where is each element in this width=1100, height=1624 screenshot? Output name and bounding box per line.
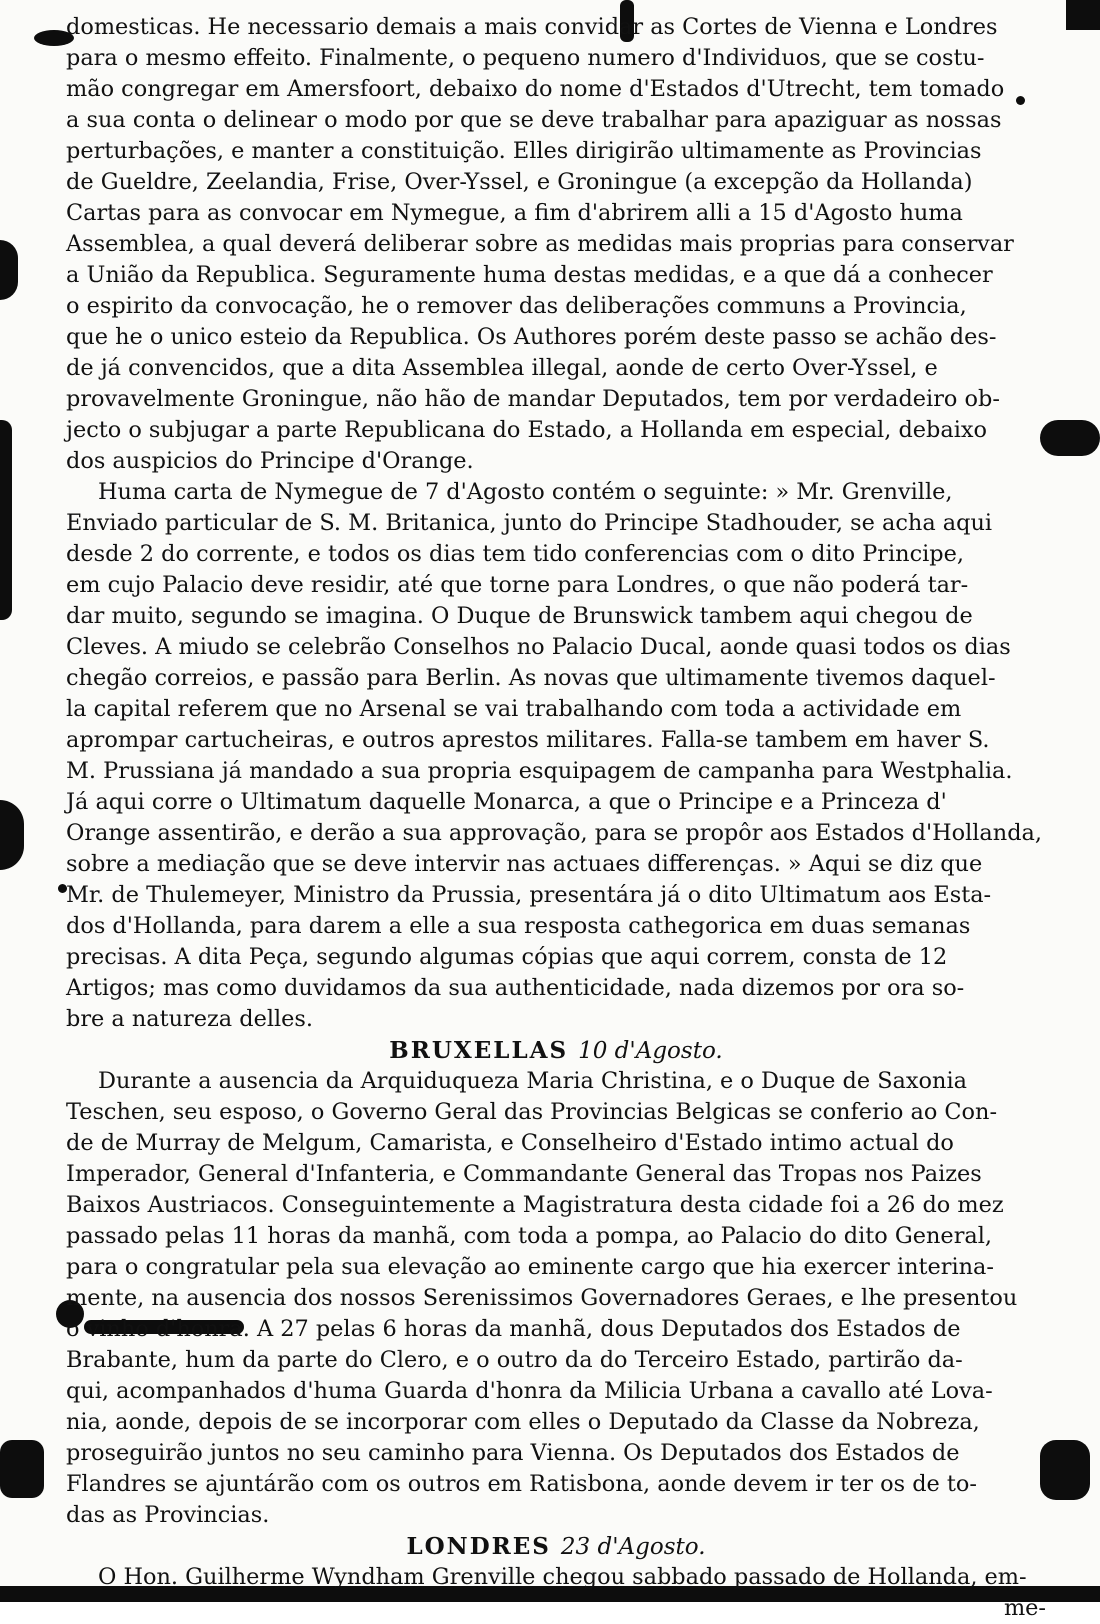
- text-line: Enviado particular de S. M. Britanica, junto do Principe Stadhouder, se acha aqui: [66, 510, 993, 536]
- dateline-date: 10 d'Agosto.: [578, 1038, 723, 1064]
- text-line: provavelmente Groningue, não hão de mandar Deputados, tem por verdadeiro ob-: [66, 386, 1000, 412]
- dateline-londres: [66, 1531, 1046, 1562]
- ink-blot-right-middle: [1040, 420, 1100, 456]
- text-line: para o mesmo effeito. Finalmente, o pequeno numero d'Individuos, que se costu-: [66, 45, 985, 71]
- text-line: de de Murray de Melgum, Camarista, e Conselheiro d'Estado intimo actual do: [66, 1130, 954, 1156]
- text-line: que he o unico esteio da Republica. Os Authores porém deste passo se achão des-: [66, 324, 997, 350]
- text-line: dar muito, segundo se imagina. O Duque de Brunswick tambem aqui chegou de: [66, 603, 973, 629]
- text-line: proseguirão juntos no seu caminho para Vienna. Os Deputados dos Estados de: [66, 1440, 960, 1466]
- text-line: Brabante, hum da parte do Clero, e o outro da do Terceiro Estado, partirão da-: [66, 1347, 963, 1373]
- ink-blot-bottom-left: [0, 1440, 44, 1498]
- paragraph-3: [66, 1066, 1046, 1531]
- text-line: perturbações, e manter a constituição. Elles dirigirão ultimamente as Provincias: [66, 138, 982, 164]
- text-line: Artigos; mas como duvidamos da sua authenticidade, nada dizemos por ora so-: [66, 975, 965, 1001]
- text-line: precisas. A dita Peça, segundo algumas cópias que aqui correm, consta de 12: [66, 944, 948, 970]
- text-line: Flandres se ajuntárão com os outros em Ratisbona, aonde devem ir ter os de to-: [66, 1471, 977, 1497]
- text-line: das as Provincias.: [66, 1502, 270, 1528]
- text-line: la capital referem que no Arsenal se vai trabalhando com toda a actividade em: [66, 696, 962, 722]
- text-line: a sua conta o delinear o modo por que se deve trabalhar para apaziguar as nossas: [66, 107, 1002, 133]
- text-line: o vinho d'honra. A 27 pelas 6 horas da manhã, dous Deputados dos Estados de: [66, 1316, 961, 1342]
- text-line: Assemblea, a qual deverá deliberar sobre as medidas mais proprias para conservar: [66, 231, 1014, 257]
- binding-edge-left-2: [0, 420, 12, 620]
- dateline-date: 23 d'Agosto.: [560, 1534, 706, 1560]
- text-line: Baixos Austriacos. Conseguintemente a Magistratura desta cidade foi a 26 do mez: [66, 1192, 1004, 1218]
- text-line: Já aqui corre o Ultimatum daquelle Monarca, a que o Principe e a Princeza d': [66, 789, 947, 815]
- dateline-place: BRUXELLAS: [389, 1037, 569, 1064]
- text-line: passado pelas 11 horas da manhã, com toda a pompa, ao Palacio do dito General,: [66, 1223, 993, 1249]
- text-line: Durante a ausencia da Arquiduqueza Maria Christina, e o Duque de Saxonia: [98, 1068, 967, 1094]
- text-line: a União da Republica. Seguramente huma destas medidas, e a que dá a conhecer: [66, 262, 993, 288]
- dateline-bruxellas: [66, 1035, 1046, 1066]
- document-text: [66, 12, 1046, 1624]
- text-line: sobre a mediação que se deve intervir nas actuaes differenças. » Aqui se diz que: [66, 851, 983, 877]
- text-line: o espirito da convocação, he o remover das deliberações communs a Provincia,: [66, 293, 967, 319]
- text-line: domesticas. He necessario demais a mais convidar as Cortes de Vienna e Londres: [66, 14, 998, 40]
- text-line: Imperador, General d'Infanteria, e Commandante General das Tropas nos Paizes: [66, 1161, 982, 1187]
- text-line: em cujo Palacio deve residir, até que torne para Londres, o que não poderá tar-: [66, 572, 969, 598]
- binding-edge-left: [0, 240, 18, 300]
- text-line: Orange assentirão, e derão a sua approvação, para se propôr aos Estados d'Hollanda,: [66, 820, 1042, 846]
- dateline-place: LONDRES: [406, 1533, 551, 1560]
- text-line: qui, acompanhados d'huma Guarda d'honra da Milicia Urbana a cavallo até Lova-: [66, 1378, 993, 1404]
- text-line: O Hon. Guilherme Wyndham Grenville chegou sabbado passado de Hollanda, em-: [98, 1564, 1027, 1590]
- text-line: Cleves. A miudo se celebrão Conselhos no Palacio Ducal, aonde quasi todos os dias: [66, 634, 1011, 660]
- text-line: dos d'Hollanda, para darem a elle a sua resposta cathegorica em duas semanas: [66, 913, 971, 939]
- text-line: nia, aonde, depois de se incorporar com elles o Deputado da Classe da Nobreza,: [66, 1409, 980, 1435]
- text-line: bre a natureza delles.: [66, 1006, 314, 1032]
- text-line: aprompar cartucheiras, e outros aprestos militares. Falla-se tambem em haver S.: [66, 727, 990, 753]
- text-line: Cartas para as convocar em Nymegue, a fim d'abrirem alli a 15 d'Agosto huma: [66, 200, 963, 226]
- binding-edge-left-3: [0, 800, 24, 870]
- paragraph-4: [66, 1562, 1046, 1624]
- paragraph-2: [66, 477, 1046, 1035]
- text-line: Teschen, seu esposo, o Governo Geral das Provincias Belgicas se conferio ao Con-: [66, 1099, 998, 1125]
- text-line: desde 2 do corrente, e todos os dias tem tido conferencias com o dito Principe,: [66, 541, 964, 567]
- text-line: dos auspicios do Principe d'Orange.: [66, 448, 474, 474]
- text-line: Mr. de Thulemeyer, Ministro da Prussia, presentára já o dito Ultimatum aos Esta-: [66, 882, 992, 908]
- page-edge-right: [1066, 0, 1100, 30]
- text-line: mão congregar em Amersfoort, debaixo do nome d'Estados d'Utrecht, tem tomado: [66, 76, 1005, 102]
- paragraph-1: [66, 12, 1046, 477]
- ink-blot-bottom-right: [1040, 1440, 1090, 1500]
- text-line: de já convencidos, que a dita Assemblea illegal, aonde de certo Over-Yssel, e: [66, 355, 938, 381]
- catchword: me-: [1003, 1595, 1046, 1621]
- text-line: de Gueldre, Zeelandia, Frise, Over-Yssel, e Groningue (a excepção da Hollanda): [66, 169, 973, 195]
- text-line: Huma carta de Nymegue de 7 d'Agosto contém o seguinte: » Mr. Grenville,: [98, 479, 953, 505]
- text-line: jecto o subjugar a parte Republicana do Estado, a Hollanda em especial, debaixo: [66, 417, 987, 443]
- text-line: para o congratular pela sua elevação ao eminente cargo que hia exercer interina-: [66, 1254, 994, 1280]
- text-line: M. Prussiana já mandado a sua propria esquipagem de campanha para Westphalia.: [66, 758, 1013, 784]
- text-line: chegão correios, e passão para Berlin. As novas que ultimamente tivemos daquel-: [66, 665, 996, 691]
- text-line: mente, na ausencia dos nossos Serenissimos Governadores Geraes, e lhe presentou: [66, 1285, 1018, 1311]
